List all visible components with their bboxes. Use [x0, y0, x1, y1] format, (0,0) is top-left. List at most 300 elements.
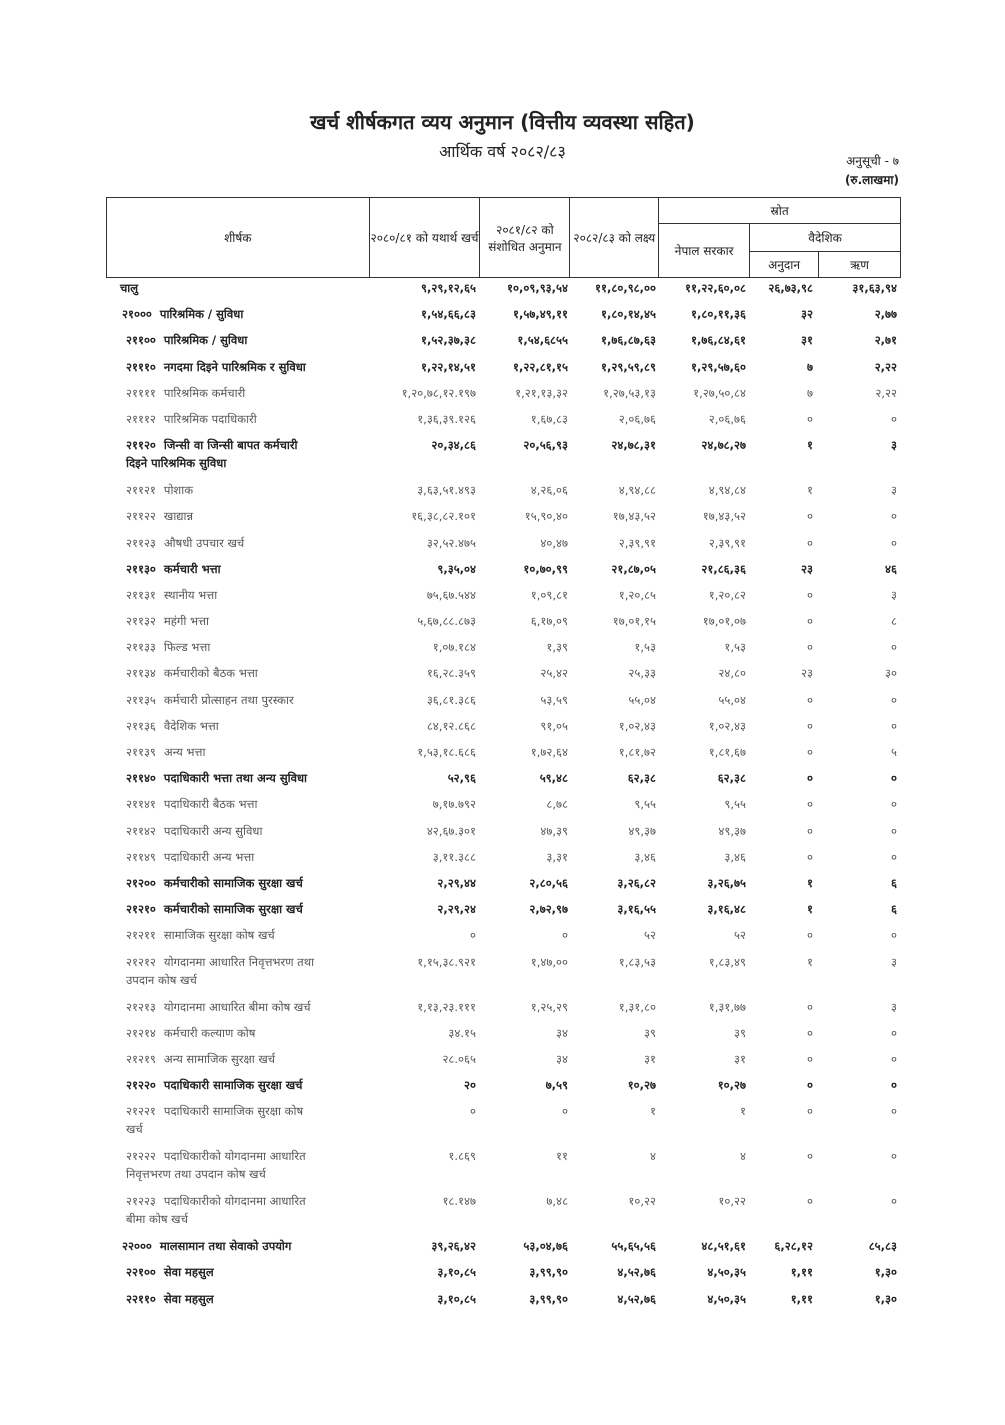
row-value: ०	[891, 509, 897, 524]
row-heading	[123, 664, 258, 682]
row-heading	[123, 848, 254, 866]
row-value: ०	[807, 614, 813, 629]
row-heading	[123, 436, 298, 472]
row-heading	[123, 998, 311, 1016]
row-heading	[123, 638, 210, 656]
row-value: १,३०	[874, 1291, 897, 1306]
row-heading	[123, 874, 303, 892]
row-value: ०	[891, 1025, 897, 1040]
row-value: ६	[891, 875, 897, 890]
row-code: २११२२	[126, 509, 156, 524]
row-value: ०	[807, 771, 813, 786]
annex-number: अनुसूची - ७	[846, 154, 899, 168]
row-value: १,८३,५३	[618, 954, 656, 969]
row-value: १,२७,५३,१३	[603, 385, 656, 400]
row-heading	[123, 795, 257, 813]
row-value: ०	[891, 928, 897, 943]
row-value: ०	[891, 849, 897, 864]
row-value: १,८३,४९	[708, 954, 746, 969]
row-value: ३,१६,५५	[617, 902, 656, 917]
row-value: ३१	[801, 333, 813, 348]
row-value: १	[807, 875, 813, 890]
row-code: २१२१२	[126, 954, 156, 969]
row-value: १,३०	[874, 1265, 897, 1280]
row-value: ९,५५	[724, 797, 746, 812]
row-value: ३	[891, 954, 897, 969]
row-value: १,१५,३८.९२१	[417, 954, 476, 969]
row-value: १,७२,६४	[530, 745, 568, 759]
table-row	[106, 534, 901, 560]
row-heading	[123, 534, 244, 552]
row-title: पारिश्रमिक पदाधिकारी	[163, 411, 257, 426]
row-code: २११३२	[126, 614, 156, 629]
row-value: १,१३,२३.१११	[417, 999, 476, 1014]
row-value: १,२२,१४,५१	[421, 359, 476, 374]
row-value: ०	[807, 640, 813, 655]
row-value: ५	[891, 745, 897, 759]
row-value: ४९,३७	[628, 823, 656, 838]
table-row	[106, 743, 901, 769]
row-heading	[123, 1147, 306, 1183]
row-title: औषधी उपचार खर्च	[163, 535, 245, 550]
row-title: जिन्सी वा जिन्सी बापत कर्मचारी	[163, 438, 298, 453]
row-title: कर्मचारी प्रोत्साहन तथा पुरस्कार	[163, 692, 294, 707]
row-value: ०	[807, 411, 813, 426]
row-code: २११४९	[126, 849, 156, 864]
row-value: ४	[740, 1149, 746, 1164]
row-code: २१०००	[122, 307, 152, 322]
row-value: १,५३	[724, 640, 746, 655]
row-value: १,२०,८५	[618, 587, 656, 602]
row-value: ४,९४,८८	[618, 483, 656, 498]
row-value: ४,२६,०६	[530, 483, 568, 498]
row-value: २,०६,७६	[708, 411, 746, 426]
header-target: २०८२/८३ को लक्ष्य	[570, 198, 659, 278]
row-value: ०	[807, 1051, 813, 1066]
row-value: ०	[807, 823, 813, 838]
table-row	[106, 953, 901, 998]
row-value: ०	[807, 999, 813, 1014]
row-value: ०	[562, 1104, 568, 1119]
row-value: ५३,५९	[540, 692, 568, 707]
row-title: पदाधिकारी बैठक भत्ता	[163, 797, 258, 812]
row-value: ६२,३८	[627, 771, 656, 786]
row-code: २११३१	[126, 587, 156, 602]
row-value: ५२	[734, 928, 746, 943]
row-value: ५५,६५,५६	[611, 1239, 656, 1254]
table-row	[106, 769, 901, 795]
row-value: १०,२७	[627, 1078, 656, 1093]
row-value: ३२	[801, 307, 813, 322]
row-value: १,२७,५०,८४	[693, 385, 746, 400]
table-row	[106, 900, 901, 926]
row-code: २१२२०	[126, 1078, 156, 1093]
row-code: २११४०	[126, 771, 156, 786]
table-row	[106, 1050, 901, 1076]
row-code: २११४१	[126, 797, 156, 812]
row-title: पारिश्रमिक / सुविधा	[159, 307, 244, 322]
row-value: १,३१,८०	[618, 999, 656, 1014]
row-title: नगदमा दिइने पारिश्रमिक र सुविधा	[163, 359, 306, 374]
row-code: २११३४	[126, 666, 156, 681]
table-row	[106, 1102, 901, 1147]
row-value: ३,४६	[634, 849, 656, 864]
row-value: ०	[891, 1104, 897, 1119]
row-value: ४	[650, 1149, 656, 1164]
row-title-continued: खर्च	[126, 1122, 143, 1137]
row-value: १,५२,३७,३८	[421, 333, 476, 348]
row-value: ३	[891, 483, 897, 498]
row-value: १,२०,७८,१२.१९७	[401, 385, 476, 400]
row-value: ०	[891, 797, 897, 812]
row-code: २११००	[126, 333, 156, 348]
row-value: १,०९,८१	[530, 587, 568, 602]
row-value: ५५,०४	[718, 692, 746, 707]
row-heading	[123, 1192, 306, 1228]
row-value: ३,३१	[546, 849, 568, 864]
unit-label: (रु.लाखमा)	[844, 173, 899, 187]
row-value: १,२९,५७,६०	[691, 359, 746, 374]
row-value: ३४.१५	[448, 1025, 476, 1040]
row-code: २१२११	[126, 928, 156, 943]
table-row	[106, 560, 901, 586]
row-value: १,४७,००	[530, 954, 568, 969]
row-title: मालसामान तथा सेवाको उपयोग	[159, 1239, 292, 1254]
row-code: २११३६	[126, 718, 156, 733]
row-code: २२११०	[126, 1291, 156, 1306]
table-row	[106, 691, 901, 717]
row-heading	[123, 507, 193, 525]
table-row	[106, 1237, 901, 1263]
row-value: १५,९०,४०	[524, 509, 568, 524]
row-heading	[123, 926, 275, 944]
row-heading	[123, 586, 217, 604]
row-title: पदाधिकारी भत्ता तथा अन्य सुविधा	[163, 771, 308, 786]
row-value: १	[807, 483, 813, 498]
row-value: ७,१७.७९२	[432, 797, 476, 812]
row-code: २१२१०	[126, 902, 156, 917]
row-title: पारिश्रमिक / सुविधा	[163, 333, 248, 348]
row-code: २१२१४	[126, 1025, 156, 1040]
row-heading	[123, 1102, 303, 1138]
row-value: १,११	[790, 1291, 813, 1306]
row-title: पदाधिकारीको योगदानमा आधारित	[163, 1194, 306, 1209]
row-heading	[123, 410, 257, 428]
table-row	[106, 795, 901, 821]
row-value: ४,५२,७६	[617, 1291, 656, 1306]
row-value: ४,५२,७६	[617, 1265, 656, 1280]
row-heading	[123, 769, 307, 787]
row-value: ३,११.३८८	[432, 849, 476, 864]
row-code: २१२१९	[126, 1051, 156, 1066]
table-row	[106, 279, 901, 305]
row-value: १,५४,६८५५	[517, 333, 568, 348]
row-value: २६,७३,९८	[768, 281, 813, 295]
row-value: ६,२८,१२	[774, 1239, 813, 1254]
row-value: ११,२२,६०,०८	[685, 281, 746, 295]
row-code: २१२२२	[126, 1149, 156, 1164]
row-value: ६२,३८	[717, 771, 746, 786]
row-value: १,५३,१८.६८६	[417, 745, 476, 759]
table-row	[106, 331, 901, 357]
row-code: २११३५	[126, 692, 156, 707]
row-value: ४,५०,३५	[707, 1265, 746, 1280]
row-value: १६,२८.३५९	[426, 666, 476, 681]
row-heading	[123, 612, 209, 630]
row-title: खाद्यान्न	[163, 509, 194, 524]
table-row	[106, 436, 901, 481]
row-value: १०,७०,९९	[523, 561, 568, 576]
row-value: ५,६७,८८.८७३	[417, 614, 476, 629]
row-value: ७,५९	[545, 1078, 568, 1093]
row-value: ३,१०,८५	[437, 1291, 476, 1306]
row-title: पदाधिकारी सामाजिक सुरक्षा खर्च	[163, 1078, 303, 1093]
row-code: २१२२१	[126, 1104, 156, 1119]
table-row	[106, 1076, 901, 1102]
row-code: २२१००	[126, 1265, 156, 1280]
row-value: १८.१४७	[442, 1194, 476, 1209]
row-value: ०	[891, 1194, 897, 1209]
row-value: ०	[562, 928, 568, 943]
row-value: ४०,४७	[540, 535, 568, 550]
row-value: ०	[807, 849, 813, 864]
row-value: ८	[891, 614, 897, 629]
row-value: ०	[807, 797, 813, 812]
row-value: १७,४३,५२	[702, 509, 746, 524]
row-value: १,२०,८२	[708, 587, 746, 602]
row-value: ७	[807, 359, 813, 374]
row-value: २४,८०	[718, 666, 746, 681]
row-value: ०	[470, 1104, 476, 1119]
row-value: ०	[807, 745, 813, 759]
row-value: ५२,९६	[447, 771, 476, 786]
row-value: ०	[891, 823, 897, 838]
row-value: ६,१७,०९	[530, 614, 568, 629]
row-value: १,०७.१८४	[432, 640, 476, 655]
table-row	[106, 926, 901, 952]
row-value: १,३१,७७	[708, 999, 746, 1014]
row-value: ३,९९,९०	[529, 1265, 568, 1280]
row-title-continued: उपदान कोष खर्च	[126, 972, 197, 987]
row-value: २१,८६,३६	[701, 561, 746, 576]
row-value: ८५,८३	[868, 1239, 897, 1254]
row-heading	[119, 1237, 291, 1255]
row-value: २०	[464, 1078, 476, 1093]
row-value: ९,२९,१२,६५	[421, 281, 476, 295]
row-value: २३	[801, 666, 813, 681]
table-row	[106, 586, 901, 612]
header-nepal-government: नेपाल सरकार	[659, 224, 750, 278]
row-code: २११४२	[126, 823, 156, 838]
row-value: १,८०,१४,४५	[601, 307, 656, 322]
row-value: ३९	[644, 1025, 656, 1040]
row-code: २११३९	[126, 745, 156, 759]
row-title: सेवा महसुल	[163, 1265, 214, 1280]
row-value: १०,२२	[718, 1194, 746, 1209]
row-value: ०	[891, 692, 897, 707]
row-title: पदाधिकारी अन्य भत्ता	[163, 849, 255, 864]
row-value: २,७१	[874, 333, 897, 348]
row-title: पारिश्रमिक कर्मचारी	[163, 385, 246, 400]
row-value: १६,३८,८२.१०१	[411, 509, 476, 524]
row-value: ३	[891, 587, 897, 602]
page-title: खर्च शीर्षकगत व्यय अनुमान (वित्तीय व्यवस्था सहित)	[310, 110, 695, 134]
row-value: ०	[807, 692, 813, 707]
row-value: १,२२,८१,१५	[513, 359, 568, 374]
row-heading	[123, 691, 294, 709]
row-heading	[109, 279, 138, 297]
table-row	[106, 305, 901, 331]
table-row	[106, 664, 901, 690]
table-row	[106, 612, 901, 638]
row-title: अन्य भत्ता	[163, 745, 206, 759]
row-value: ७५,६७.५४४	[426, 587, 476, 602]
row-value: १,७६,८४,६१	[691, 333, 746, 348]
header-foreign: वैदेशिक	[750, 224, 901, 252]
fiscal-year: आर्थिक वर्ष २०८२/८३	[439, 142, 566, 161]
table-row	[106, 848, 901, 874]
row-value: ०	[807, 587, 813, 602]
row-value: २,३९,९१	[618, 535, 656, 550]
table-row	[106, 358, 901, 384]
row-value: १,८०,११,३६	[691, 307, 746, 322]
row-value: ०	[807, 928, 813, 943]
row-code: २२०००	[122, 1239, 152, 1254]
row-value: १७,०१,०७	[702, 614, 746, 629]
row-value: २८.०६५	[442, 1051, 476, 1066]
table-row	[106, 384, 901, 410]
row-value: १,६७,८३	[530, 411, 568, 426]
annex-label	[845, 152, 899, 190]
row-title: चालु	[120, 281, 139, 295]
row-value: ३,४६	[724, 849, 746, 864]
row-value: ३४	[556, 1051, 568, 1066]
row-title-continued: बीमा कोष खर्च	[126, 1212, 188, 1227]
row-value: ३९,२६,४२	[431, 1239, 476, 1254]
table-row	[106, 638, 901, 664]
row-value: ३१	[644, 1051, 656, 1066]
row-value: ६	[891, 902, 897, 917]
table-body	[106, 279, 901, 1316]
row-code: २११३३	[126, 640, 156, 655]
row-value: २,२२	[875, 385, 897, 400]
row-value: १०,०९,९३,५४	[507, 281, 568, 295]
row-value: १,५३	[634, 640, 656, 655]
row-value: २,२९,२४	[437, 902, 476, 917]
row-title: महंगी भत्ता	[163, 614, 210, 629]
header-loan: ऋण	[819, 252, 901, 278]
row-value: २०,५६,९३	[523, 438, 568, 453]
row-value: ५५,०४	[628, 692, 656, 707]
row-value: ९,५५	[634, 797, 656, 812]
row-value: ३४	[556, 1025, 568, 1040]
row-title: स्थानीय भत्ता	[163, 587, 218, 602]
table-row	[106, 717, 901, 743]
row-value: ३६,८१.३८६	[426, 692, 476, 707]
row-value: ९१,०५	[540, 718, 568, 733]
row-value: १,३६,३९.१२६	[417, 411, 476, 426]
row-value: २,२९,४४	[437, 875, 476, 890]
row-value: १,२९,५९,८९	[601, 359, 656, 374]
row-value: ०	[807, 1104, 813, 1119]
table-row	[106, 410, 901, 436]
row-heading	[123, 822, 262, 840]
row-heading	[123, 1290, 214, 1308]
row-value: १०,२२	[628, 1194, 656, 1209]
row-value: १,५७,४९,११	[513, 307, 568, 322]
row-value: १	[650, 1104, 656, 1119]
row-value: ३१,६३,९४	[852, 281, 897, 295]
row-value: ७,४८	[546, 1194, 568, 1209]
row-code: २११३०	[126, 561, 156, 576]
header-source: स्रोत	[659, 198, 901, 224]
row-value: १,५४,६६,८३	[421, 307, 476, 322]
table-row	[106, 1263, 901, 1289]
row-value: १.८६९	[448, 1149, 476, 1164]
row-value: २,२२	[874, 359, 897, 374]
row-value: ८,७८	[546, 797, 568, 812]
row-value: ४९,३७	[718, 823, 746, 838]
row-value: ५९,४८	[539, 771, 568, 786]
row-title: अन्य सामाजिक सुरक्षा खर्च	[163, 1051, 276, 1066]
row-heading	[123, 717, 219, 735]
row-value: २४,७८,२७	[701, 438, 746, 453]
row-value: १,३९	[546, 640, 568, 655]
row-value: ०	[470, 928, 476, 943]
row-value: ०	[891, 718, 897, 733]
header-actual-expense: २०८०/८१ को यथार्थ खर्च	[369, 198, 480, 278]
row-heading	[123, 1076, 302, 1094]
row-value: ०	[807, 718, 813, 733]
row-title: कर्मचारीको बैठक भत्ता	[163, 666, 258, 681]
row-value: ३२,५२.४७५	[426, 535, 476, 550]
row-title: कर्मचारीको सामाजिक सुरक्षा खर्च	[163, 902, 303, 917]
row-value: ४८,५१,६१	[701, 1239, 746, 1254]
row-title: योगदानमा आधारित बीमा कोष खर्च	[163, 999, 311, 1014]
row-heading	[123, 358, 306, 376]
row-value: २,०६,७६	[618, 411, 656, 426]
row-value: ०	[891, 1051, 897, 1066]
table-row	[106, 1024, 901, 1050]
table-row	[106, 998, 901, 1024]
row-value: ०	[807, 1194, 813, 1209]
row-title: पोशाक	[163, 483, 194, 498]
row-code: २११२३	[126, 535, 156, 550]
row-heading	[123, 743, 205, 761]
header-grant: अनुदान	[750, 252, 819, 278]
row-heading	[123, 560, 221, 578]
row-code: २१११२	[126, 411, 156, 426]
table-row	[106, 822, 901, 848]
row-value: ८४,१२.८६८	[426, 718, 476, 733]
row-value: १,०२,४३	[708, 718, 746, 733]
table-row	[106, 1192, 901, 1237]
row-title-continued: दिइने पारिश्रमिक सुविधा	[126, 456, 227, 471]
row-title: कर्मचारी कल्याण कोष	[163, 1025, 256, 1040]
row-value: ३१	[734, 1051, 746, 1066]
row-value: ११	[556, 1149, 568, 1164]
header-heading: शीर्षक	[107, 198, 370, 278]
row-value: ४७,३९	[540, 823, 568, 838]
row-value: ०	[807, 1149, 813, 1164]
row-value: ९,३५,०४	[437, 561, 476, 576]
row-value: २१,८७,०५	[611, 561, 656, 576]
row-value: ३०	[885, 666, 897, 681]
row-value: ०	[807, 1078, 813, 1093]
row-value: २५,४२	[540, 666, 568, 681]
row-value: ०	[891, 535, 897, 550]
row-title: सामाजिक सुरक्षा कोष खर्च	[163, 928, 275, 943]
